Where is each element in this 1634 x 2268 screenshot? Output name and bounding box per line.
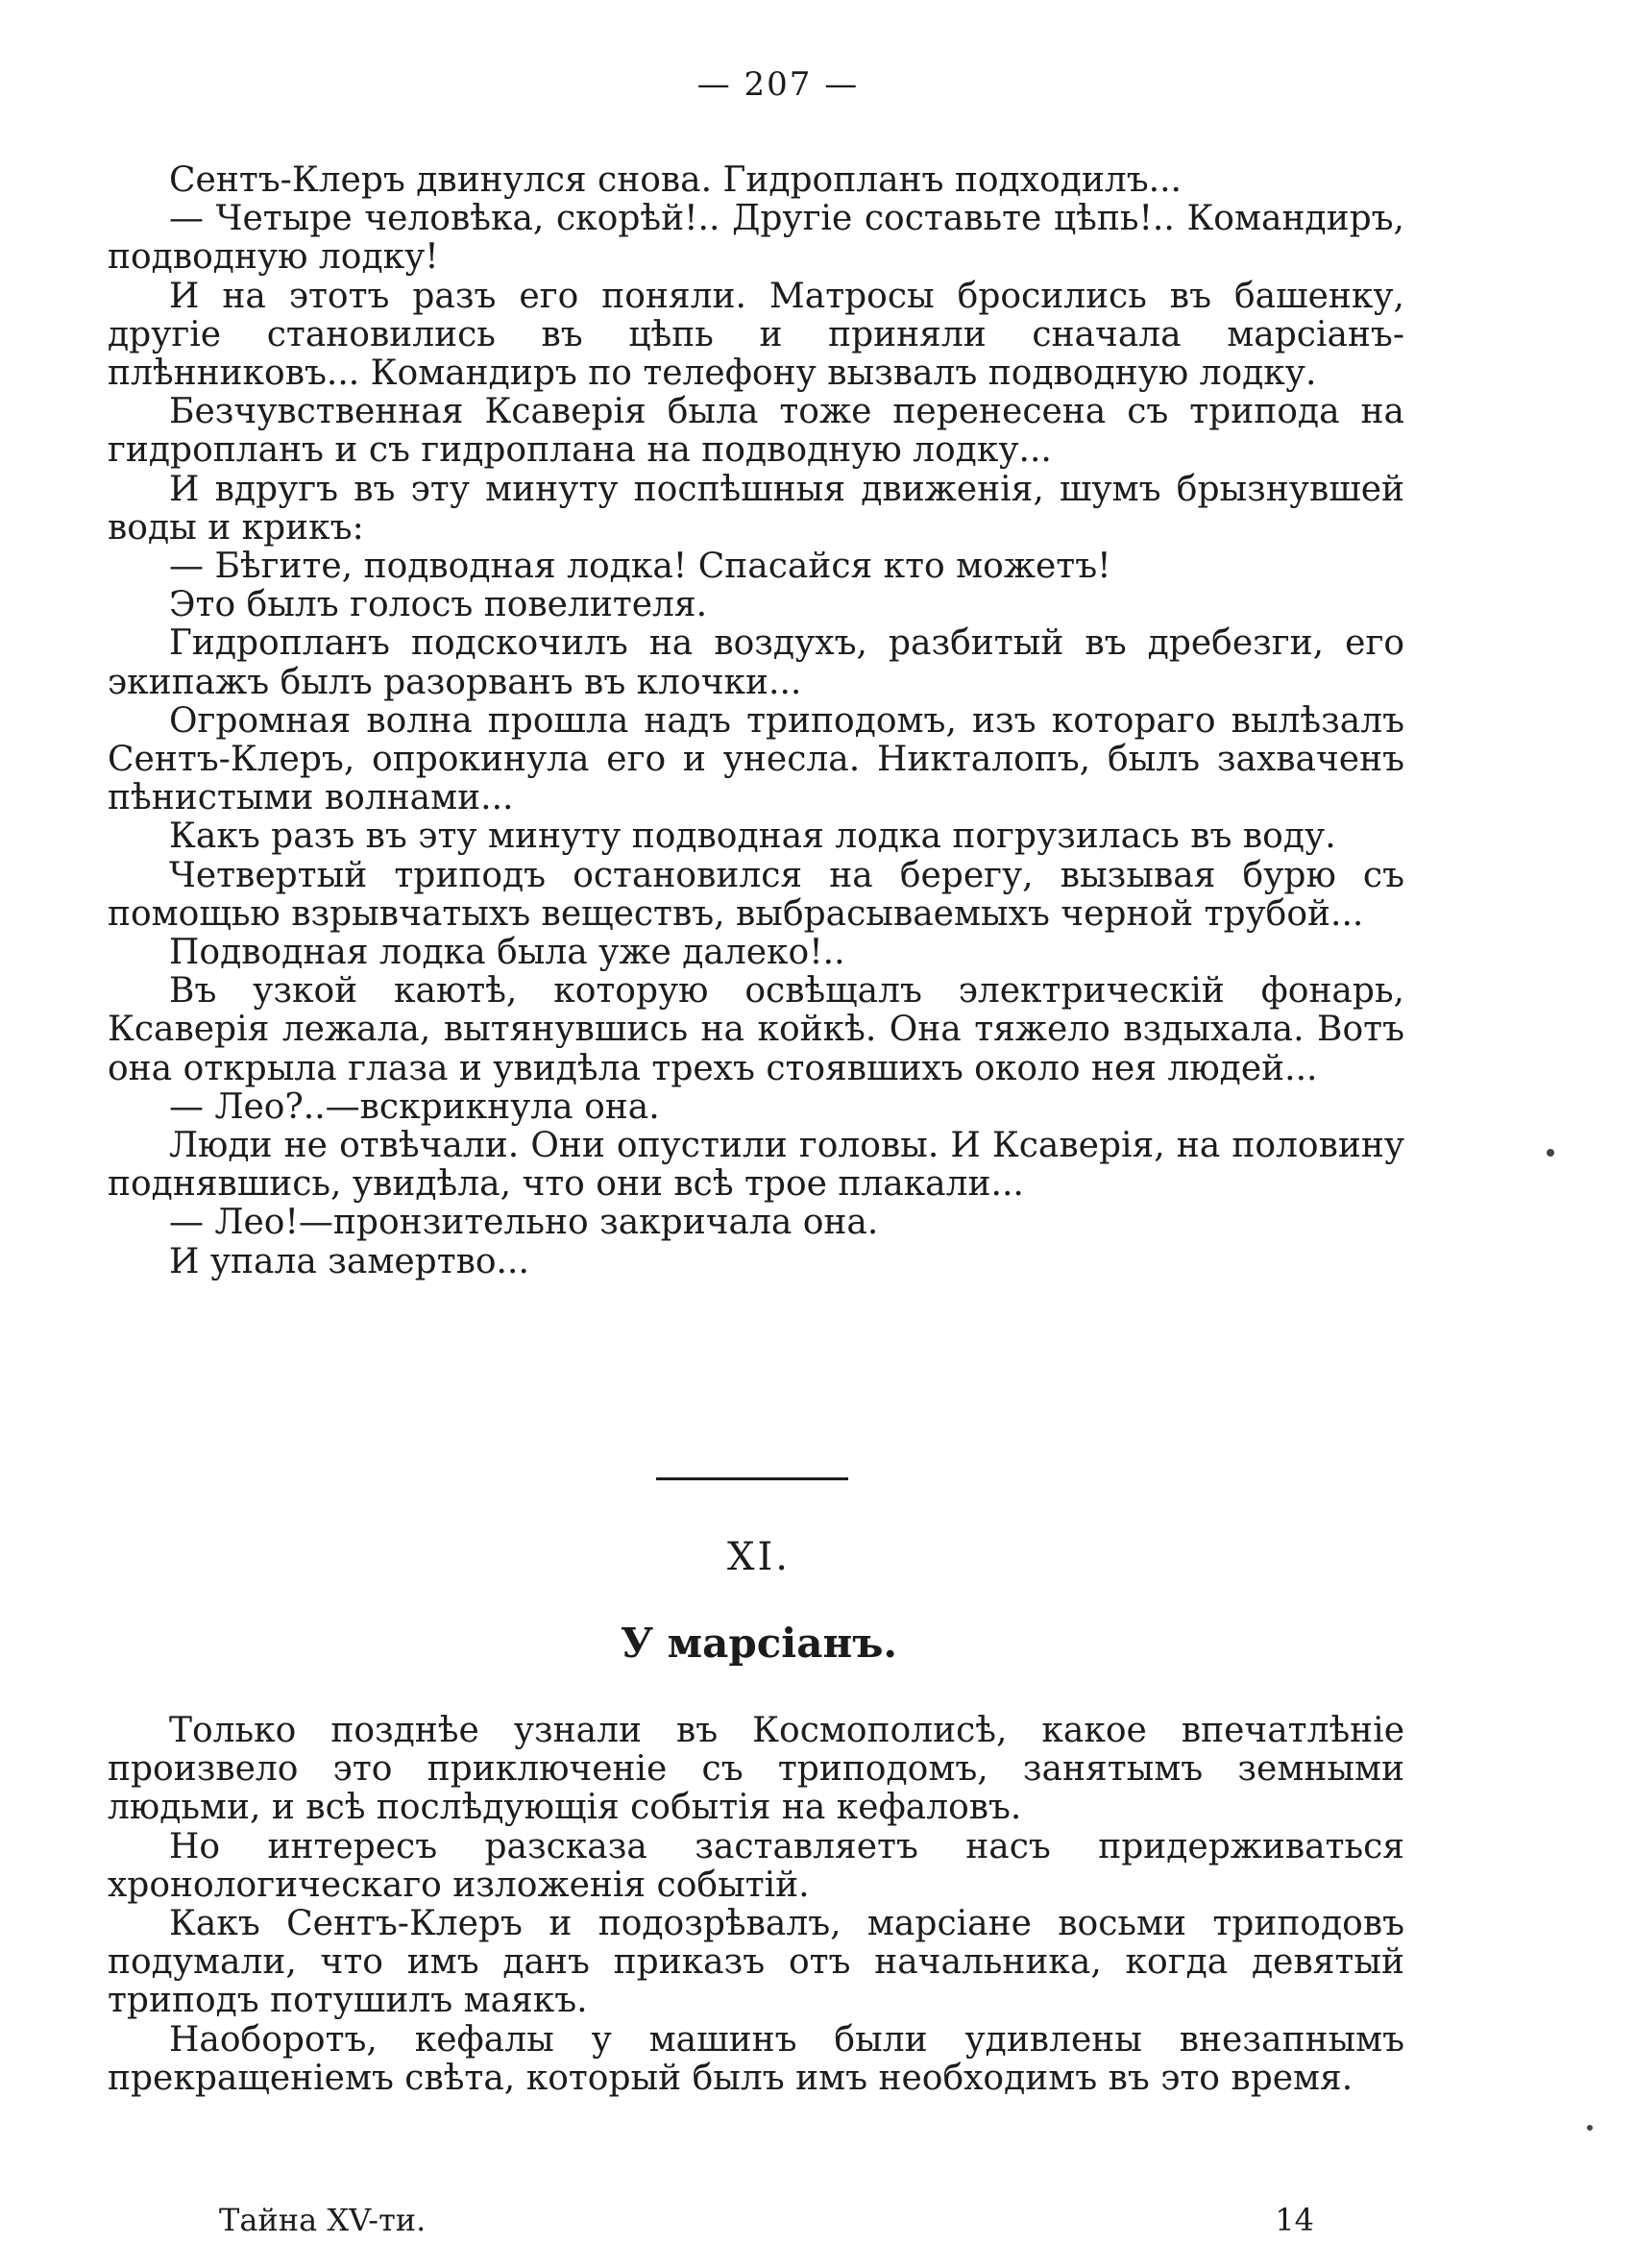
chapter-number: XI.: [727, 1535, 791, 1579]
paragraph: Какъ Сентъ-Клеръ и подозрѣвалъ, марсіане восьми триподовъ подумали, что имъ данъ приказъ отъ начальника, когда девятый триподъ потушилъ маякъ.: [108, 1904, 1404, 2021]
paragraph: Въ узкой каютѣ, которую освѣщалъ электрическій фонарь, Ксаверія лежала, вытянувшись на койкѣ. Она тяжело вздыхала. Вотъ она открыла глаза и увидѣла трехъ стоявшихъ около нея людей...: [108, 971, 1404, 1088]
footer-signature-mark: 14: [1275, 2202, 1314, 2238]
paragraph: И упала замертво...: [169, 1241, 529, 1281]
paragraph: — Лео?..—вскрикнула она.: [169, 1086, 660, 1127]
paragraph: — Четыре человѣка, скорѣй!.. Другіе составьте цѣпь!.. Командиръ, подводную лодку!: [108, 199, 1404, 278]
chapter-text: [108, 1712, 1404, 2098]
paragraph: Гидропланъ подскочилъ на воздухъ, разбитый въ дребезги, его экипажъ былъ разорванъ въ клочки...: [108, 623, 1404, 702]
paragraph: Только позднѣе узнали въ Космополисѣ, какое впечатлѣніе произвело это приключеніе съ триподомъ, занятымъ земными людьми, и всѣ послѣдующія событія на кефаловъ.: [108, 1711, 1404, 1828]
paragraph: — Бѣгите, подводная лодка! Спасайся кто можетъ!: [169, 547, 1111, 587]
paragraph: Сентъ-Клеръ двинулся снова. Гидропланъ подходилъ...: [169, 160, 1182, 200]
paragraph: Но интересъ разсказа заставляетъ насъ придерживаться хронологическаго изложенія событій.: [108, 1826, 1404, 1905]
paragraph: И на этотъ разъ его поняли. Матросы бросились въ башенку, другіе становились въ цѣпь и приняли сначала марсіанъ-плѣнниковъ... Командиръ по телефону вызвалъ подводную лодку.: [108, 276, 1404, 394]
print-speck: [1547, 1149, 1554, 1157]
chapter-title: У марсіанъ.: [620, 1620, 898, 1667]
paragraph: Огромная волна прошла надъ триподомъ, изъ котораго вылѣзалъ Сентъ-Клеръ, опрокинула его и унесла. Никталопъ, былъ захваченъ пѣнистыми волнами...: [108, 700, 1404, 818]
paragraph: И вдругъ въ эту минуту поспѣшныя движенія, шумъ брызнувшей воды и крикъ:: [108, 469, 1404, 548]
paragraph: Люди не отвѣчали. Они опустили головы. И Ксаверія, на половину поднявшись, увидѣла, что они всѣ трое плакали...: [108, 1126, 1404, 1205]
footer-book-title: Тайна XV-ти.: [219, 2202, 427, 2238]
paragraph: Четвертый триподъ остановился на берегу, вызывая бурю съ помощью взрывчатыхъ веществъ, выбрасываемыхъ черной трубой...: [108, 855, 1404, 934]
paragraph: Какъ разъ въ эту минуту подводная лодка погрузилась въ воду.: [169, 817, 1336, 857]
paragraph: Наоборотъ, кефалы у машинъ были удивлены внезапнымъ прекращеніемъ свѣта, который былъ имъ необходимъ въ это время.: [108, 2019, 1404, 2098]
page-number: — 207 —: [696, 65, 860, 104]
print-speck: [1587, 2125, 1593, 2131]
paragraph: Подводная лодка была уже далеко!..: [169, 933, 845, 973]
paragraph: Это былъ голосъ повелителя.: [169, 585, 708, 625]
paragraph: — Лео!—пронзительно закричала она.: [169, 1203, 879, 1243]
main-text: [108, 161, 1404, 1281]
paragraph: Безчувственная Ксаверія была тоже перенесена съ трипода на гидропланъ и съ гидроплана на подводную лодку...: [108, 392, 1404, 471]
section-divider: [656, 1477, 848, 1480]
